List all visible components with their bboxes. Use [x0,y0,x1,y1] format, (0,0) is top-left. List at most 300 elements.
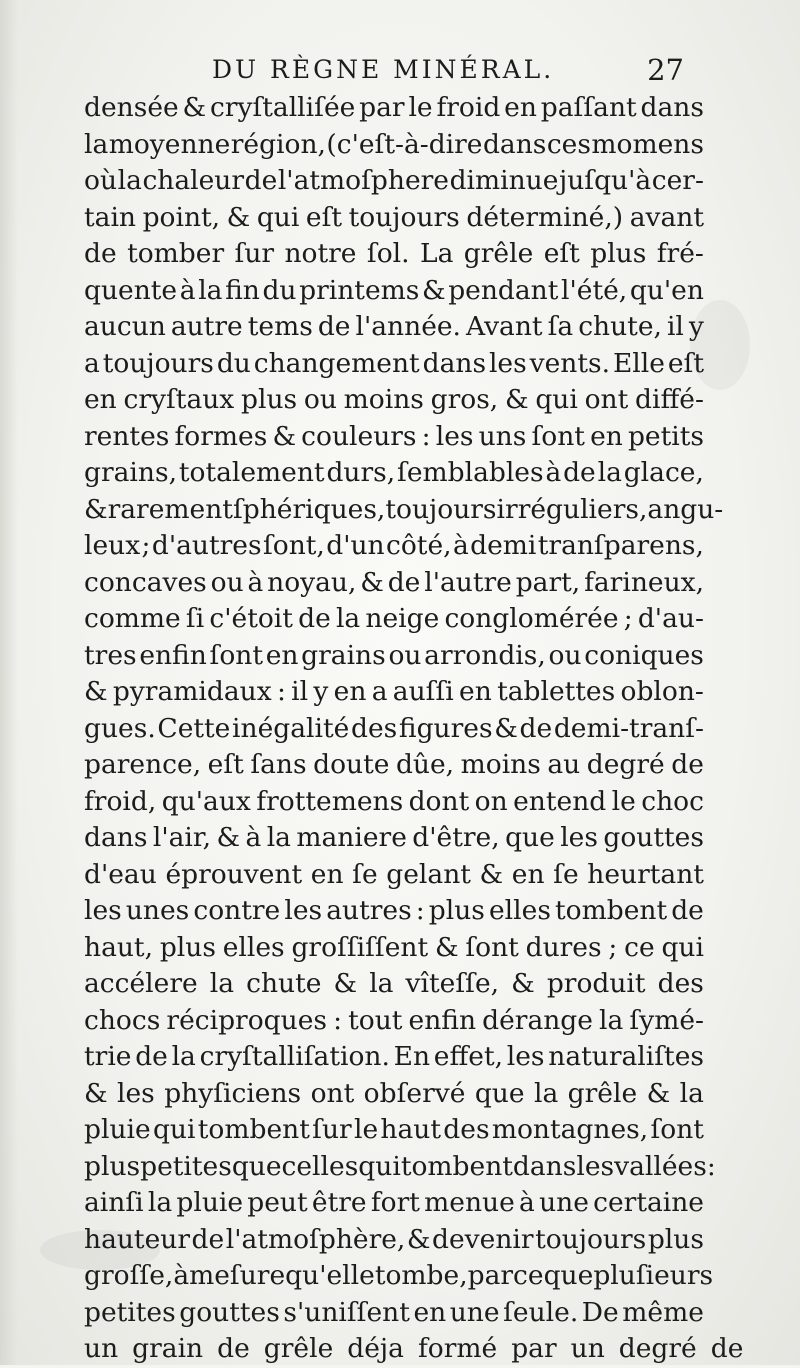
word: De [581,1296,619,1328]
word: dans [482,128,547,160]
word: fin [225,274,260,306]
word: chute [246,968,322,999]
word: en [413,1296,447,1328]
word: part, [515,566,581,598]
word: de [298,603,331,634]
word: ſe [553,858,579,890]
word: un [570,1333,605,1364]
text-line [84,893,704,930]
text-line [84,346,704,383]
word: ; [608,931,618,963]
word: parence, [84,749,202,780]
word: degré [618,1333,697,1364]
word: menue [424,1187,515,1218]
word: densée [84,92,179,123]
word: de [191,1223,225,1255]
word: qu'aux [161,785,251,817]
word: neige [365,603,440,634]
word: à [545,457,562,488]
word: ont [584,384,629,415]
word: les [560,822,598,853]
text-line [84,1149,716,1186]
word: des [443,1114,490,1145]
word: éprouvent [165,858,303,890]
word: autre [170,311,243,342]
word: plus [590,238,647,269]
word: ſemblables [397,457,544,488]
word: que [543,1260,594,1291]
word: à [519,1187,535,1218]
word: la [117,165,142,196]
word: une [449,1296,500,1328]
word: demi [470,530,537,561]
word: la [599,1004,624,1036]
word: ; [141,530,151,561]
word: demi-tranſ- [553,712,704,744]
word: qu'en [629,274,704,306]
word: en [333,676,367,707]
word: parce [467,1260,544,1291]
word: & [646,1077,671,1109]
word: du [262,274,297,306]
word: & [84,676,108,707]
word: naturaliſtes [548,1041,704,1072]
word: ont [310,1077,355,1109]
word: figures [398,712,493,744]
word: & [479,858,504,890]
word: ou [388,639,422,671]
word: dures [525,931,602,963]
word: la [335,603,361,634]
word: de [217,1333,250,1364]
word: la [147,1187,173,1218]
word: chocs [84,1004,161,1036]
word: toujours [102,347,214,379]
text-line [84,163,704,200]
word: momens [591,128,704,160]
word: concaves [84,566,207,598]
word: farineux, [584,566,704,598]
text-line [84,1331,744,1368]
word: eſt [305,201,343,233]
page-number: 27 [647,53,684,87]
word: s'uniſſent [283,1296,410,1328]
word: angu- [647,493,724,525]
text-line [84,528,704,565]
text-line [84,747,704,784]
text-line [84,382,704,419]
word: la [209,968,235,999]
text-line [84,455,704,492]
word: rentes [84,420,170,452]
word: ſol. [366,238,410,269]
word: accélere [84,968,198,999]
word: les [84,895,122,926]
word: tablettes [497,676,616,707]
word: groſſiſſent [291,931,429,963]
word: enfin [408,1004,477,1036]
word: frottemens [256,785,404,817]
word: gouttes [603,822,704,853]
word: déterminé,) [466,201,624,233]
word: certaine [593,1187,704,1218]
word: dans [84,822,148,853]
word: uns [478,420,527,452]
word: gouttes [179,1296,280,1328]
word: moins [343,384,424,415]
word: de [84,238,117,269]
text-line [84,236,704,273]
body-text [84,90,744,1368]
word: d'un [326,530,385,561]
word: être [311,1187,367,1218]
word: le [408,92,433,123]
word: en [265,639,299,671]
word: grêle [463,238,534,269]
word: gues. [84,712,156,744]
word: elles [222,931,285,963]
word: notre [284,238,357,269]
word: ſont, [262,530,325,561]
word: gros, [430,384,499,415]
word: Avant [466,311,543,342]
running-head [84,55,684,91]
word: tain [84,201,136,233]
word: & [504,384,529,415]
text-line [84,90,704,127]
word: vallées [614,1150,707,1182]
word: coniques [584,639,704,671]
word: ſur [234,238,275,269]
word: de [244,165,278,196]
word: grains, [84,457,177,488]
text-line [84,1258,714,1295]
word: pendant [448,274,559,306]
word: la [679,1077,704,1109]
word: hauteur [84,1223,190,1255]
word: qui [535,384,578,415]
word: tombent [197,1114,310,1145]
word: diminue [449,165,559,196]
word: & [182,92,207,123]
word: de [135,1041,168,1072]
word: que [474,1077,525,1109]
word: même [622,1296,704,1328]
word: ainſi [84,1187,144,1218]
word: glace, [623,457,704,488]
word: que [505,822,555,853]
word: ou [548,639,582,671]
word: l'atmoſphère, [225,1223,406,1255]
word: : [415,895,425,926]
word: totalement [178,457,325,488]
word: Cette [157,712,231,744]
word: entend [513,785,607,817]
text-line [84,711,704,748]
word: : [333,1004,343,1036]
text-line [84,820,704,857]
word: à [452,530,469,561]
word: de [671,895,704,926]
word: arrondis, [424,639,546,671]
word: à [179,274,196,306]
word: (c'eſt-à-dire [326,128,483,160]
word: déja [347,1333,404,1364]
text-line [84,1295,704,1332]
word: on [474,785,508,817]
word: en [504,92,537,123]
word: à [247,566,264,598]
word: l'été, [561,274,628,306]
word: effet, [433,1041,504,1072]
word: chute, [578,311,662,342]
word: produit [546,968,646,999]
word: tranſparens, [537,530,704,561]
word: où [84,165,118,196]
word: l'année. [355,311,461,342]
word: par [511,1333,557,1364]
word: grêle [567,1077,638,1109]
word: la [369,968,394,999]
word: d'être, [412,822,500,853]
word: La [419,238,454,269]
word: plus [159,931,216,963]
word: petits [627,420,704,452]
word: ſi [185,603,205,634]
word: & [333,968,358,999]
text-line [84,930,704,967]
word: point, [142,201,221,233]
word: à [173,1260,190,1291]
text-line [84,1039,704,1076]
word: cryſtalliſée [209,92,356,123]
word: couleurs [301,420,417,452]
word: la [84,128,109,160]
text-line [84,1076,704,1113]
word: phyſiciens [164,1077,302,1109]
word: il [666,311,684,342]
word: dont [408,785,470,817]
word: de [387,566,421,598]
word: tombent [555,895,668,926]
word: unes [125,895,190,926]
word: printems [299,274,420,306]
word: plus [647,1223,704,1255]
word: pluſieurs [593,1260,714,1291]
word: & [494,712,518,744]
word: cryſtalliſation. [199,1041,390,1072]
text-line [84,273,704,310]
word: dans [512,1150,577,1182]
word: avant [629,201,704,233]
word: autres [326,895,412,926]
word: la [171,1041,196,1072]
word: de [563,457,596,488]
text-line [84,565,704,602]
word: l'atmoſphere [277,165,449,196]
word: y [313,676,329,707]
word: elles [489,895,551,926]
word: en [459,676,492,707]
word: juſqu'à [559,165,652,196]
word: ſymé- [629,1004,704,1036]
word: dans [640,92,704,123]
word: ſeule. [503,1296,579,1328]
text-line [84,674,704,711]
word: & [406,1223,431,1255]
word: les [488,347,527,379]
word: réciproques [166,1004,327,1036]
word: il [291,676,309,707]
word: qui [152,1114,196,1145]
word: ſa [547,311,574,342]
word: fort [370,1187,420,1218]
word: heurtant [587,858,704,890]
word: ſont [531,420,585,452]
word: froid [436,92,501,123]
text-line [84,309,704,346]
text-line [84,1112,704,1149]
word: doute [313,749,390,780]
word: moins [460,749,541,780]
word: montagnes, [491,1114,649,1145]
word: l'autre [424,566,512,598]
word: petites [84,1296,176,1328]
word: quente [84,274,178,306]
word: degré [586,749,665,780]
word: grains [301,639,386,671]
word: & [84,1077,108,1109]
word: c'étoit [209,603,293,634]
word: tems [247,311,313,342]
page-edge-shadow [0,0,18,1365]
word: les [435,420,474,452]
text-line [84,127,704,164]
word: ſont [465,931,519,963]
word: haut, [84,931,154,963]
word: inégalité [232,712,350,744]
word: qu'elle [285,1260,375,1291]
word: la [198,274,223,306]
word: & [226,201,251,233]
word: plus [241,384,298,415]
word: dérange [482,1004,593,1036]
word: dûe, [395,749,455,780]
word: enfin [139,639,207,671]
word: grain [132,1333,204,1364]
word: fré- [656,238,704,269]
word: par [359,92,405,123]
word: ſphériques, [232,493,386,525]
word: toujours [535,1223,647,1255]
word: : [276,676,286,707]
word: tombe, [374,1260,468,1291]
word: vîteſſe, [405,968,500,999]
word: trie [84,1041,132,1072]
word: la [533,1077,559,1109]
word: d'autres [151,530,262,561]
word: qui [358,1150,401,1182]
word: maniere [296,822,407,853]
word: ſont [650,1114,704,1145]
word: auſſi [392,676,454,707]
word: la [597,457,622,488]
word: & [216,822,241,853]
word: irréguliers, [496,493,648,525]
word: conglomérée [444,603,619,634]
word: haut [380,1114,442,1145]
word: en [310,858,344,890]
word: du [216,347,251,379]
word: leux [84,530,141,561]
word: plus [428,895,485,926]
word: gelant [386,858,471,890]
word: toujours [385,493,497,525]
word: & [272,420,297,452]
word: y [688,311,704,342]
word: froid, [84,785,157,817]
text-line [84,638,704,675]
word: un [84,1333,119,1364]
word: peut [247,1187,308,1218]
word: formes [174,420,268,452]
word: formé [417,1333,498,1364]
word: que [231,1150,282,1182]
word: tombent [400,1150,513,1182]
running-title: DU RÈGNE MINÉRAL. [212,55,555,84]
word: ce [624,931,655,963]
text-line [84,601,704,638]
word: côté, [386,530,452,561]
word: tomber [127,238,225,269]
text-line [84,784,704,821]
word: groſſe, [84,1260,174,1291]
word: en [590,420,623,452]
word: d'au- [637,603,704,634]
word: obſervé [363,1077,466,1109]
word: ces [546,128,591,160]
word: eſt [207,749,244,780]
word: & [511,968,535,999]
word: ſans [250,749,307,780]
word: l'air, [152,822,212,853]
word: qui [256,201,300,233]
word: au [547,749,581,780]
word: toujours [348,201,460,233]
word: ; [623,603,633,634]
word: dans [422,347,487,379]
word: de [519,712,553,744]
word: Elle [612,347,665,379]
word: ſe [352,858,378,890]
word: eſt [667,347,704,379]
word: qui [661,931,704,963]
word: grêle [263,1333,334,1364]
word: meſure [189,1260,286,1291]
word: aucun [84,311,166,342]
word: & [360,566,384,598]
word: rarement [107,493,233,525]
text-line [84,1185,704,1222]
word: les [284,895,323,926]
word: le [353,1114,379,1145]
word: une [539,1187,589,1218]
word: & [421,274,446,306]
text-line [84,492,724,529]
word: région, [230,128,326,160]
word: plus [84,1150,141,1182]
word: les [117,1077,155,1109]
